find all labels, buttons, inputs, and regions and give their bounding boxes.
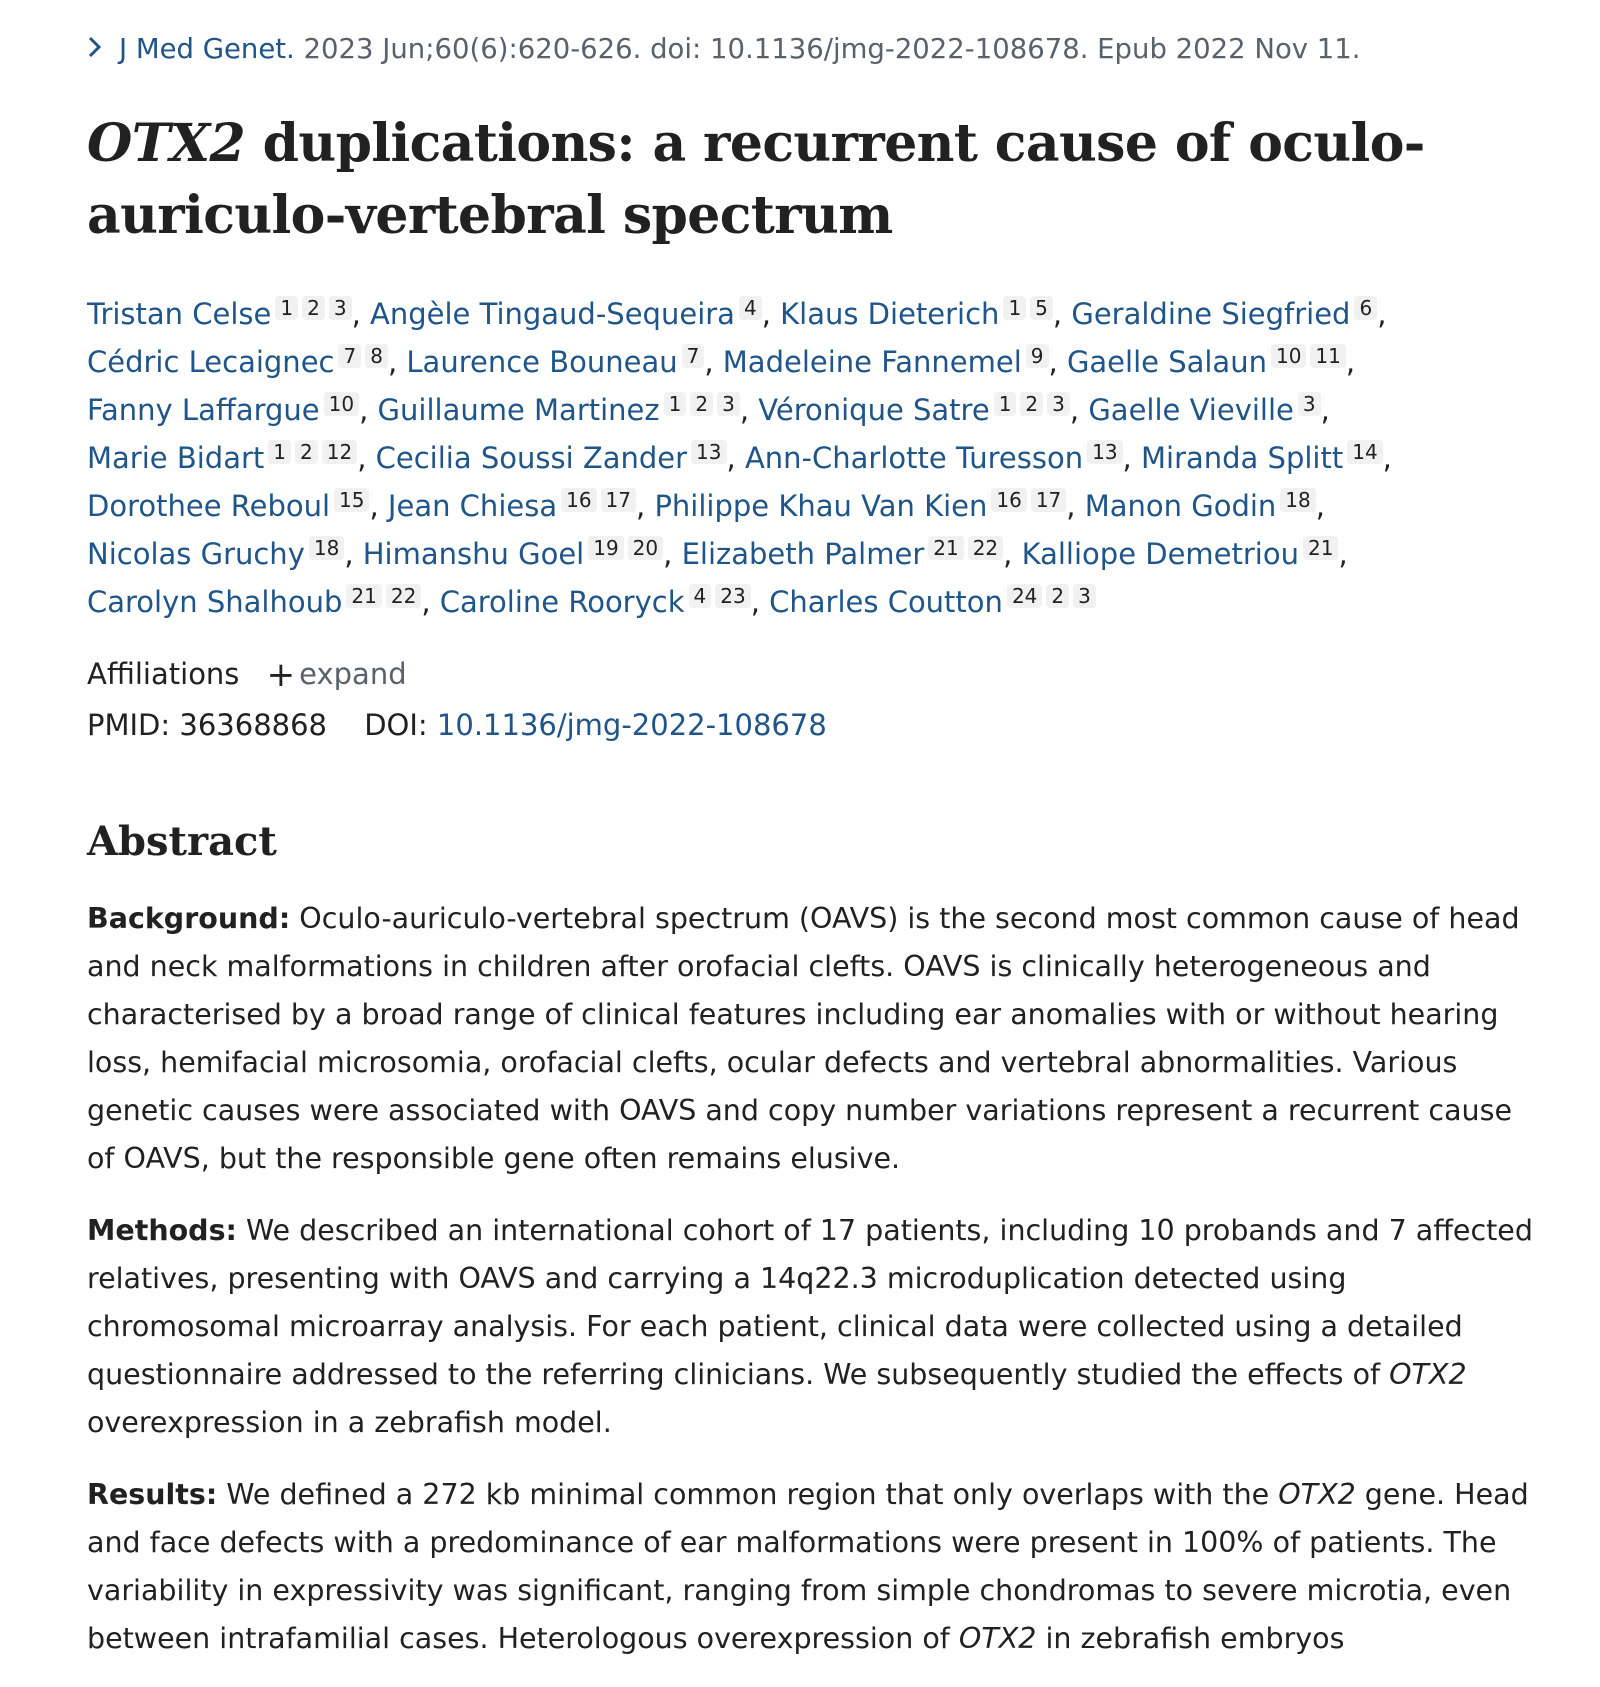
affiliation-ref[interactable]: 15 [334,488,369,512]
author-name-link[interactable]: Cecilia Soussi Zander [375,441,688,475]
author-name-link[interactable]: Manon Godin [1084,489,1277,523]
author-separator: , [726,441,736,475]
article-title [87,108,1467,252]
author-name-link[interactable]: Gaelle Vieville [1088,393,1294,427]
chevron-right-icon[interactable] [87,34,109,66]
results-gene: OTX2 [1278,1478,1356,1511]
author-name-link[interactable]: Miranda Splitt [1140,441,1344,475]
author-item [745,441,1132,475]
results-gene-2: OTX2 [958,1622,1037,1655]
affiliation-ref[interactable]: 24 [1007,584,1042,608]
author-item [87,585,431,619]
abstract-methods [87,1207,1537,1447]
author-name-link[interactable]: Jean Chiesa [387,489,558,523]
author-item [406,345,713,379]
affiliation-ref[interactable]: 20 [628,536,663,560]
author-separator: , [636,489,646,523]
affiliation-ref[interactable]: 16 [561,488,596,512]
abstract-body [87,895,1537,1687]
affiliation-ref[interactable]: 2 [1046,584,1069,608]
affiliation-ref[interactable]: 3 [1298,392,1321,416]
background-text: Oculo-auriculo-vertebral spectrum (OAVS) is the second most common cause of head and neck malformations in children after orofacial clefts. OAVS is clinically heterogeneous and characterised by a broad range of clinical features including ear anomalies with or without hearing loss, hemifacial microsomia, orofacial clefts, ocular defects and vertebral abnormalities. Various genetic causes were associated with OAVS and copy number variations represent a recurrent cause of OAVS, but the responsible gene often remains elusive. [87,902,1520,1175]
affiliation-ref[interactable]: 3 [1073,584,1096,608]
affiliation-ref[interactable]: 21 [928,536,963,560]
affiliation-ref[interactable]: 18 [309,536,344,560]
author-separator: , [750,585,760,619]
author-name-link[interactable]: Carolyn Shalhoub [87,585,343,619]
author-item [1071,297,1386,331]
results-text-2: gene. Head and face defects with a predominance of ear malformations were present in 100% of patients. The variability in expressivity was significant, ranging from simple chondromas to severe microtia, even between intrafamilial cases. Heterologous overexpression of [87,1478,1529,1655]
affiliation-ref[interactable]: 3 [329,296,352,320]
methods-label: Methods: [87,1214,237,1247]
author-separator: , [704,345,714,379]
affiliation-ref[interactable]: 17 [1031,488,1066,512]
author-separator: , [1122,441,1132,475]
author-name-link[interactable]: Angèle Tingaud-Sequeira [370,297,735,331]
identifiers-row [87,708,827,742]
plus-icon: + [266,655,296,695]
affiliation-ref[interactable]: 10 [324,392,359,416]
author-item [1067,345,1355,379]
author-name-link[interactable]: Kalliope Demetriou [1021,537,1299,571]
author-item [440,585,760,619]
affiliation-ref[interactable]: 2 [690,392,713,416]
author-name-link[interactable]: Gaelle Salaun [1066,345,1267,379]
author-separator: , [344,537,354,571]
author-separator: , [1003,537,1013,571]
affiliation-ref[interactable]: 18 [1280,488,1315,512]
affiliation-ref[interactable]: 10 [1271,344,1306,368]
author-separator: , [1066,489,1076,523]
affiliation-ref[interactable]: 4 [689,584,712,608]
author-item [376,441,736,475]
affiliation-ref[interactable]: 2 [295,440,318,464]
doi-link[interactable]: 10.1136/jmg-2022-108678 [436,708,827,742]
author-item [388,489,645,523]
expand-label: expand [299,657,407,691]
author-item [87,393,368,427]
author-name-link[interactable]: Marie Bidart [87,441,265,475]
methods-gene: OTX2 [1389,1358,1467,1391]
affiliation-ref[interactable]: 11 [1310,344,1345,368]
affiliation-ref[interactable]: 2 [1020,392,1043,416]
affiliation-ref[interactable]: 14 [1347,440,1382,464]
affiliations-expand-button[interactable] [266,655,407,695]
affiliation-ref[interactable]: 4 [739,296,762,320]
affiliation-ref[interactable]: 3 [1047,392,1070,416]
affiliation-ref[interactable]: 9 [1026,344,1049,368]
author-name-link[interactable]: Ann-Charlotte Turesson [744,441,1084,475]
author-item [758,393,1079,427]
affiliation-ref[interactable]: 8 [365,344,388,368]
affiliation-ref[interactable]: 3 [717,392,740,416]
affiliation-ref[interactable]: 5 [1030,296,1053,320]
affiliation-ref[interactable]: 1 [275,296,298,320]
affiliation-ref[interactable]: 6 [1354,296,1377,320]
affiliation-ref[interactable]: 17 [601,488,636,512]
affiliation-ref[interactable]: 7 [338,344,361,368]
author-separator: , [663,537,673,571]
author-name-link[interactable]: Philippe Khau Van Kien [654,489,988,523]
author-name-link[interactable]: Charles Coutton [769,585,1003,619]
abstract-results [87,1471,1537,1663]
author-name-link[interactable]: Elizabeth Palmer [681,537,925,571]
citation-line [87,33,1361,66]
affiliation-ref[interactable]: 19 [588,536,623,560]
author-separator: , [359,393,369,427]
authors-list [87,290,1547,626]
author-separator: , [369,489,379,523]
author-item [1141,441,1392,475]
affiliation-ref[interactable]: 22 [386,584,421,608]
affiliation-ref[interactable]: 1 [268,440,291,464]
author-item [769,585,1096,619]
author-item [723,345,1058,379]
author-item [378,393,750,427]
author-item [1022,537,1348,571]
affiliation-ref[interactable]: 1 [994,392,1017,416]
abstract-heading: Abstract [87,818,277,865]
affiliation-ref[interactable]: 12 [322,440,357,464]
author-item [780,297,1062,331]
author-name-link[interactable]: Tristan Celse [87,297,272,331]
author-name-link[interactable]: Geraldine Siegfried [1071,297,1351,331]
affiliation-ref[interactable]: 1 [1003,296,1026,320]
author-separator: , [1048,345,1058,379]
author-item [87,441,366,475]
affiliation-ref[interactable]: 16 [991,488,1026,512]
author-separator: , [387,345,398,379]
affiliation-ref[interactable]: 21 [346,584,381,608]
author-name-link[interactable]: Dorothee Reboul [87,489,331,523]
pmid-label: PMID: [87,708,171,742]
affiliations-label: Affiliations [87,657,240,691]
author-item [1085,489,1325,523]
affiliations-row [87,655,407,695]
author-separator: , [421,585,431,619]
author-name-link[interactable]: Madeleine Fannemel [722,345,1022,379]
author-separator: , [1382,441,1392,475]
affiliation-ref[interactable]: 22 [968,536,1003,560]
author-separator: , [1315,489,1325,523]
author-separator: , [761,297,771,331]
methods-text-1: We described an international cohort of 17 patients, including 10 probands and 7 affected relatives, presenting with OAVS and carrying a 14q22.3 microduplication detected using chromosomal microarray analysis. For each patient, clinical data were collected using a detailed questionnaire addressed to the referring clinicians. We subsequently studied the effects of [87,1214,1533,1391]
results-text-3: in zebrafish embryos [1036,1622,1345,1655]
abstract-background [87,895,1537,1183]
methods-text-2: overexpression in a zebrafish model. [87,1406,612,1439]
doi-label: DOI: [364,708,428,742]
author-name-link[interactable]: Nicolas Gruchy [87,537,305,571]
author-separator: , [1052,297,1063,331]
author-separator: , [1338,537,1348,571]
author-item [363,537,673,571]
citation-details: 2023 Jun;60(6):620-626. doi: 10.1136/jmg-2022-108678. Epub 2022 Nov 11. [294,33,1361,65]
affiliation-ref[interactable]: 13 [1087,440,1122,464]
author-item [682,537,1013,571]
author-name-link[interactable]: Laurence Bouneau [406,345,678,379]
author-item [1088,393,1330,427]
author-item [87,345,397,379]
author-separator: , [1345,345,1356,379]
author-separator: , [1377,297,1387,331]
affiliation-ref[interactable]: 2 [302,296,325,320]
author-name-link[interactable]: Himanshu Goel [362,537,585,571]
background-label: Background: [87,902,291,935]
affiliation-ref[interactable]: 21 [1303,536,1338,560]
journal-link[interactable]: J Med Genet. [119,33,295,65]
author-separator: , [357,441,367,475]
author-item [87,537,354,571]
author-name-link[interactable]: Klaus Dieterich [780,297,1000,331]
author-name-link[interactable]: Guillaume Martinez [377,393,660,427]
author-separator: , [739,393,750,427]
author-name-link[interactable]: Caroline Rooryck [439,585,685,619]
author-separator: , [351,297,361,331]
title-rest: duplications: a recurrent cause of oculo-auriculo-vertebral spectrum [87,113,1425,246]
pmid-value: 36368868 [179,708,327,742]
results-text-1: We defined a 272 kb minimal common region that only overlaps with the [217,1478,1279,1511]
affiliation-ref[interactable]: 7 [682,344,705,368]
author-name-link[interactable]: Fanny Laffargue [87,393,320,427]
author-item [370,297,771,331]
author-item [87,297,361,331]
author-name-link[interactable]: Cédric Lecaignec [87,345,335,379]
author-item [87,489,379,523]
title-gene: OTX2 [87,113,246,174]
affiliation-ref[interactable]: 1 [664,392,687,416]
author-name-link[interactable]: Véronique Satre [758,393,990,427]
affiliation-ref[interactable]: 23 [715,584,750,608]
author-separator: , [1320,393,1330,427]
results-label: Results: [87,1478,218,1511]
affiliation-ref[interactable]: 13 [691,440,726,464]
author-separator: , [1069,393,1080,427]
author-item [654,489,1075,523]
